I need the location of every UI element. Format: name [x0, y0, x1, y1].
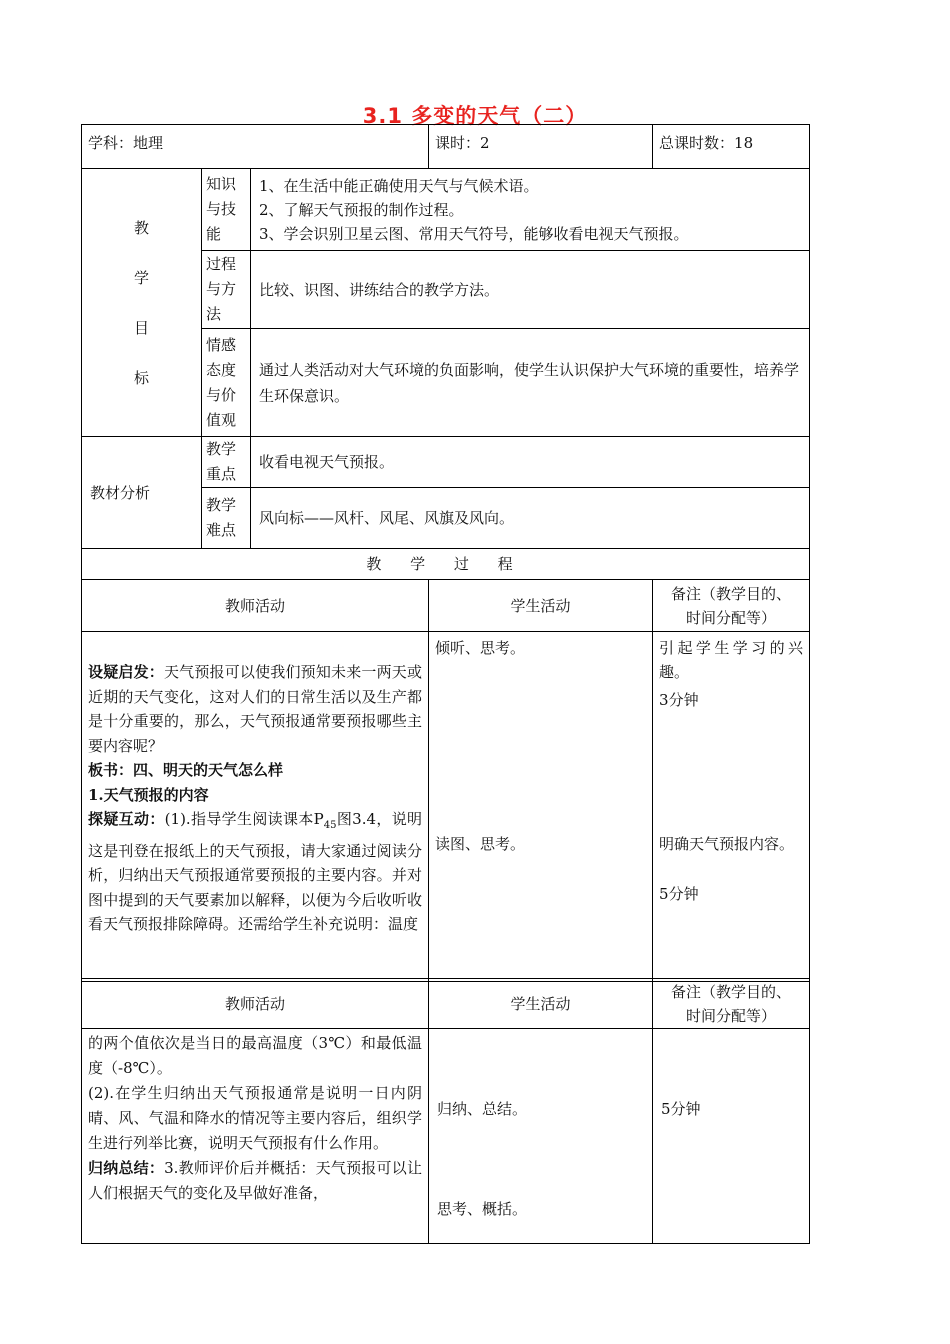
process-title-row	[82, 549, 810, 580]
student-activity-2: 归纳、总结。 思考、概括。	[429, 1029, 653, 1244]
process-title: 教 学 过 程	[82, 549, 810, 580]
header-row	[82, 125, 810, 169]
lesson-plan-table-continued	[81, 978, 810, 1244]
column-header-row-2	[82, 979, 810, 1029]
lesson-hours-cell: 课时：2	[429, 125, 653, 169]
difficult-text: 风向标——风杆、风尾、风旗及风向。	[251, 488, 810, 549]
process-label: 过程 与方 法	[202, 251, 251, 329]
teacher-activity-1: 设疑启发：天气预报可以使我们预知未来一两天或近期的天气变化，这对人们的日常生活以及生产都是十分重要的，那么，天气预报通常要预报哪些主要内容呢？ 板书：四、明天的天气怎么样 1.天气预报的内容 探疑互动：(1).指导学生阅读课本$P_{45}$图3.4，说明这是刊登在报纸上的天气预报，请大家通过阅读分析，归纳出天气预报通常要预报的主要内容。并对图中提到的天气要素加以解释，以便为今后收听收看天气预报排除障碍。还需给学生补充说明：温度	[82, 632, 429, 982]
analysis-key-row	[82, 437, 810, 488]
difficult-label: 教学 难点	[202, 488, 251, 549]
teacher-col-header-2: 教师活动	[82, 979, 429, 1029]
notes-1: 引起学生学习的兴趣。 3分钟 明确天气预报内容。 5分钟	[653, 632, 810, 982]
notes-2: 5分钟	[653, 1029, 810, 1244]
process-row-1	[82, 632, 810, 982]
process-text: 比较、识图、讲练结合的教学方法。	[251, 251, 810, 329]
total-hours-cell: 总课时数：18	[653, 125, 810, 169]
page-title: 3.1 多变的天气（二）	[362, 104, 588, 128]
key-label: 教学 重点	[202, 437, 251, 488]
objectives-label: 教 学 目 标	[82, 169, 202, 437]
emotion-text: 通过人类活动对大气环境的负面影响，使学生认识保护大气环境的重要性，培养学生环保意识。	[251, 329, 810, 437]
notes-col-header: 备注（教学目的、 时间分配等）	[653, 580, 810, 632]
analysis-label: 教材分析	[82, 437, 202, 549]
knowledge-text: 1、在生活中能正确使用天气与气候术语。 2、了解天气预报的制作过程。 3、学会识别卫星云图、常用天气符号，能够收看电视天气预报。	[251, 169, 810, 251]
emotion-label: 情感 态度 与价 值观	[202, 329, 251, 437]
teacher-activity-2: 的两个值依次是当日的最高温度（3℃）和最低温度（-8℃）。 (2).在学生归纳出天气预报通常是说明一日内阴晴、风、气温和降水的情况等主要内容后，组织学生进行列举比赛，说明天气预报有什么作用。 归纳总结：3.教师评价后并概括：天气预报可以让人们根据天气的变化及早做好准备，	[82, 1029, 429, 1244]
key-text: 收看电视天气预报。	[251, 437, 810, 488]
student-col-header: 学生活动	[429, 580, 653, 632]
student-col-header-2: 学生活动	[429, 979, 653, 1029]
process-row-2	[82, 1029, 810, 1244]
student-activity-1: 倾听、思考。 读图、思考。	[429, 632, 653, 982]
notes-col-header-2: 备注（教学目的、 时间分配等）	[653, 979, 810, 1029]
lesson-plan-table	[81, 124, 810, 982]
subject-cell: 学科：地理	[82, 125, 429, 169]
teacher-col-header: 教师活动	[82, 580, 429, 632]
objective-knowledge-row	[82, 169, 810, 251]
column-header-row	[82, 580, 810, 632]
knowledge-label: 知识 与技 能	[202, 169, 251, 251]
